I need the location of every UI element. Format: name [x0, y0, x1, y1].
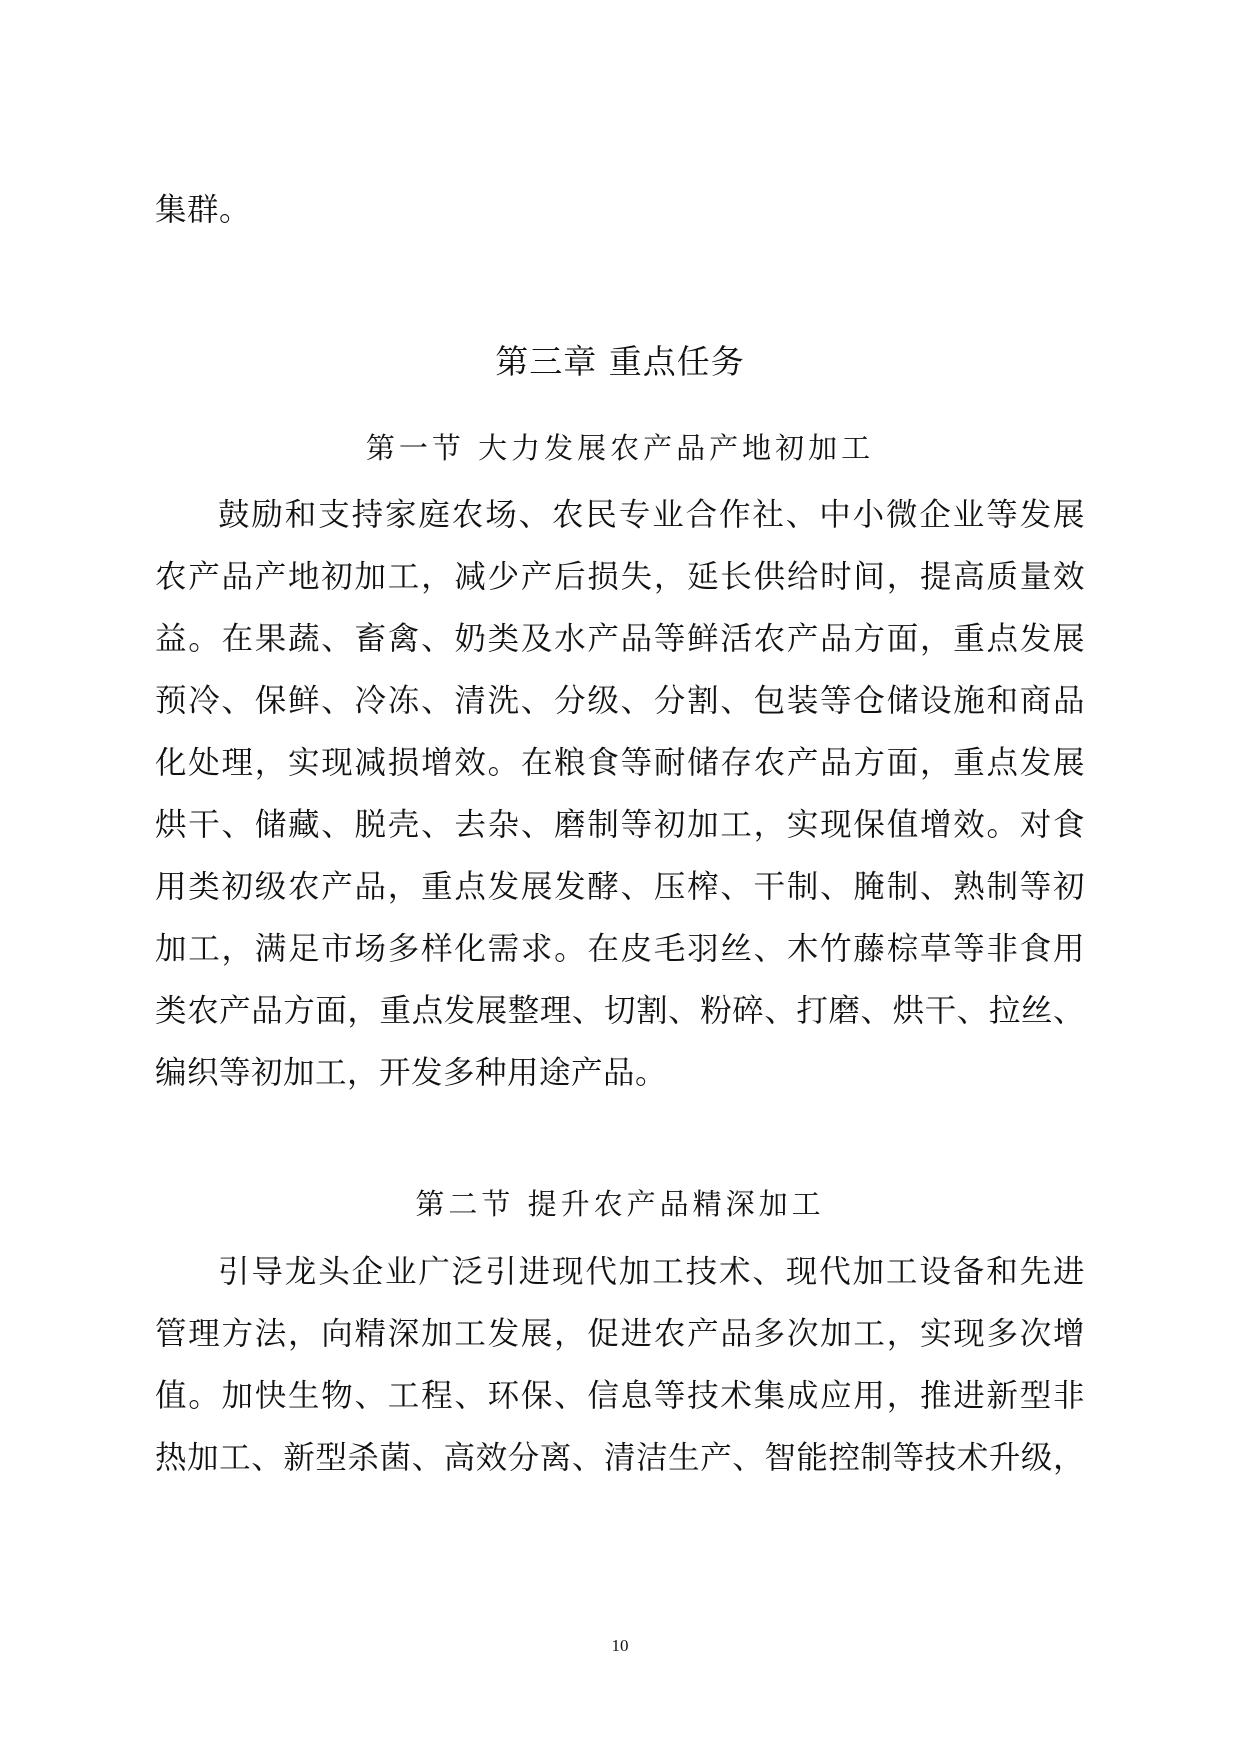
section-2-line-2: 管理方法，向精深加工发展，促进农产品多次加工，实现多次增 — [155, 1316, 1085, 1352]
section-1-line-8: 加工，满足市场多样化需求。在皮毛羽丝、木竹藤棕草等非食用 — [155, 931, 1085, 967]
section-1-line-9: 类农产品方面，重点发展整理、切割、粉碎、打磨、烘干、拉丝、 — [155, 993, 1085, 1029]
page-number: 10 — [611, 1636, 629, 1655]
intro-text-line: 集群。 — [155, 192, 252, 228]
chapter-title: 第三章 重点任务 — [495, 342, 745, 381]
section-1-line-5: 化处理，实现减损增效。在粮食等耐储存农产品方面，重点发展 — [155, 745, 1085, 781]
section-1-line-10: 编织等初加工，开发多种用途产品。 — [155, 1055, 668, 1091]
section-title-1: 第一节 大力发展农产品产地初加工 — [365, 431, 875, 465]
section-2-line-3: 值。加快生物、工程、环保、信息等技术集成应用，推进新型非 — [155, 1378, 1085, 1414]
section-1-line-4: 预冷、保鲜、冷冻、清洗、分级、分割、包装等仓储设施和商品 — [155, 683, 1085, 719]
section-title-2: 第二节 提升农产品精深加工 — [415, 1187, 825, 1221]
section-1-line-6: 烘干、储藏、脱壳、去杂、磨制等初加工，实现保值增效。对食 — [155, 807, 1085, 843]
section-2-line-1: 引导龙头企业广泛引进现代加工技术、现代加工设备和先进 — [218, 1254, 1085, 1290]
section-1-line-3: 益。在果蔬、畜禽、奶类及水产品等鲜活农产品方面，重点发展 — [155, 621, 1085, 657]
section-1-line-2: 农产品产地初加工，减少产后损失，延长供给时间，提高质量效 — [155, 559, 1085, 595]
section-1-line-1: 鼓励和支持家庭农场、农民专业合作社、中小微企业等发展 — [218, 497, 1085, 533]
section-2-line-4: 热加工、新型杀菌、高效分离、清洁生产、智能控制等技术升级， — [155, 1440, 1085, 1476]
section-1-line-7: 用类初级农产品，重点发展发酵、压榨、干制、腌制、熟制等初 — [155, 869, 1085, 905]
